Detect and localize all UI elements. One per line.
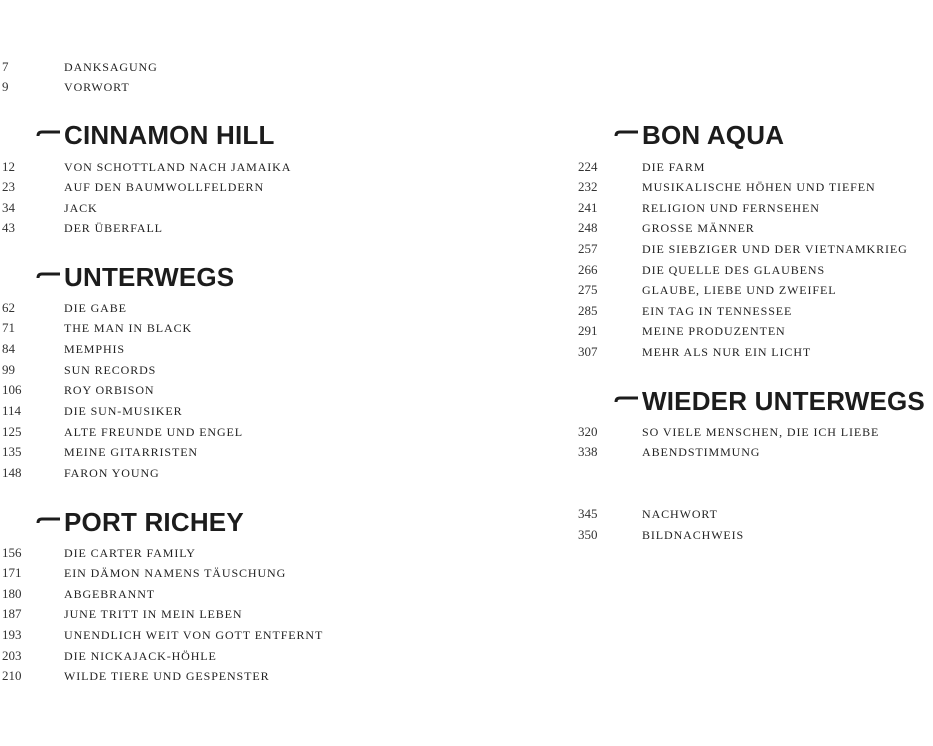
- toc-entry: [578, 239, 933, 259]
- entry-title: DIE NICKAJACK-HÖHLE: [64, 649, 217, 663]
- page-number: 171: [2, 565, 22, 580]
- toc-entry: [0, 463, 470, 483]
- entry-title: NACHWORT: [642, 507, 718, 521]
- page-number: 291: [578, 323, 598, 338]
- entry-title: EIN DÄMON NAMENS TÄUSCHUNG: [64, 566, 287, 580]
- page-number: 248: [578, 220, 598, 235]
- page-number: 307: [578, 344, 598, 359]
- entry-title: DIE CARTER FAMILY: [64, 546, 196, 560]
- page-number: 275: [578, 282, 598, 297]
- entry-title: MEINE PRODUZENTEN: [642, 324, 786, 338]
- toc-entry: [578, 157, 933, 177]
- toc-entry: [0, 401, 470, 421]
- toc-entry: [0, 157, 470, 177]
- toc-entry: [0, 543, 470, 563]
- page-number: 135: [2, 444, 22, 459]
- entry-title: AUF DEN BAUMWOLLFELDERN: [64, 180, 265, 194]
- entry-title: ABENDSTIMMUNG: [642, 445, 761, 459]
- entry-title: VORWORT: [64, 80, 130, 94]
- toc-entry: [0, 198, 470, 218]
- page-number: 232: [578, 179, 598, 194]
- page-number: 257: [578, 241, 598, 256]
- toc-entry: [578, 321, 933, 341]
- hook-arrow-icon: [614, 384, 640, 418]
- page-number: 350: [578, 527, 598, 542]
- entry-title: SUN RECORDS: [64, 363, 157, 377]
- toc-entry: [0, 360, 470, 380]
- toc-entry: [0, 339, 470, 359]
- page-number: 12: [2, 159, 15, 174]
- toc-entry: [0, 380, 470, 400]
- page-number: 148: [2, 465, 22, 480]
- entry-title: DIE SUN-MUSIKER: [64, 404, 183, 418]
- entry-title: MEHR ALS NUR EIN LICHT: [642, 345, 812, 359]
- entry-title: SO VIELE MENSCHEN, DIE ICH LIEBE: [642, 425, 880, 439]
- page-number: 180: [2, 586, 22, 601]
- hook-arrow-icon: [36, 118, 62, 152]
- toc-entry: [0, 298, 470, 318]
- section-title: UNTERWEGS: [64, 262, 235, 292]
- section-heading: [0, 505, 470, 539]
- page-number: 106: [2, 382, 22, 397]
- toc-entry: [0, 604, 470, 624]
- page-number: 338: [578, 444, 598, 459]
- page-number: 7: [2, 59, 9, 74]
- toc-entry: [0, 77, 470, 97]
- entry-title: BILDNACHWEIS: [642, 528, 745, 542]
- toc-entry: [578, 342, 933, 362]
- page-number: 114: [2, 403, 22, 418]
- toc-entry: [578, 422, 933, 442]
- hook-arrow-icon: [36, 505, 62, 539]
- entry-title: JACK: [64, 201, 98, 215]
- toc-entry: [578, 260, 933, 280]
- page-number: 34: [2, 200, 15, 215]
- page-number: 241: [578, 200, 598, 215]
- entry-title: THE MAN IN BLACK: [64, 321, 193, 335]
- page-number: 193: [2, 627, 22, 642]
- section-heading: [578, 118, 933, 152]
- toc-entry: [0, 584, 470, 604]
- section-title: PORT RICHEY: [64, 507, 244, 537]
- entry-title: ALTE FREUNDE UND ENGEL: [64, 425, 244, 439]
- toc-entry: [0, 218, 470, 238]
- toc-entry: [0, 442, 470, 462]
- page-number: 23: [2, 179, 15, 194]
- entry-title: JUNE TRITT IN MEIN LEBEN: [64, 607, 243, 621]
- page-number: 210: [2, 668, 22, 683]
- entry-title: DANKSAGUNG: [64, 60, 158, 74]
- page-number: 345: [578, 506, 598, 521]
- page-number: 156: [2, 545, 22, 560]
- toc-entry: [578, 280, 933, 300]
- toc-entry: [578, 218, 933, 238]
- page-number: 99: [2, 362, 15, 377]
- toc-entry: [578, 177, 933, 197]
- page-number: 84: [2, 341, 15, 356]
- toc-entry: [0, 318, 470, 338]
- entry-title: DIE SIEBZIGER UND DER VIETNAMKRIEG: [642, 242, 908, 256]
- section-heading: [0, 118, 470, 152]
- entry-title: WILDE TIERE UND GESPENSTER: [64, 669, 270, 683]
- section-title: CINNAMON HILL: [64, 120, 275, 150]
- page-number: 62: [2, 300, 15, 315]
- entry-title: ROY ORBISON: [64, 383, 155, 397]
- page-number: 320: [578, 424, 598, 439]
- entry-title: MEMPHIS: [64, 342, 125, 356]
- toc-entry: [578, 442, 933, 462]
- section-heading: [578, 384, 933, 418]
- entry-title: GROSSE MÄNNER: [642, 221, 755, 235]
- entry-title: DER ÜBERFALL: [64, 221, 163, 235]
- toc-entry: [0, 646, 470, 666]
- toc-entry: [578, 198, 933, 218]
- toc-entry: [578, 301, 933, 321]
- page-number: 224: [578, 159, 598, 174]
- page-number: 43: [2, 220, 15, 235]
- toc-entry: [0, 177, 470, 197]
- entry-title: DIE QUELLE DES GLAUBENS: [642, 263, 826, 277]
- toc-entry: [0, 666, 470, 686]
- hook-arrow-icon: [614, 118, 640, 152]
- page-number: 125: [2, 424, 22, 439]
- entry-title: MUSIKALISCHE HÖHEN UND TIEFEN: [642, 180, 876, 194]
- entry-title: FARON YOUNG: [64, 466, 160, 480]
- section-heading: [0, 260, 470, 294]
- page-number: 187: [2, 606, 22, 621]
- toc-entry: [0, 57, 470, 77]
- entry-title: DIE FARM: [642, 160, 706, 174]
- toc-entry: [578, 525, 933, 545]
- entry-title: UNENDLICH WEIT VON GOTT ENTFERNT: [64, 628, 324, 642]
- toc-entry: [578, 504, 933, 524]
- toc-entry: [0, 563, 470, 583]
- page-number: 9: [2, 79, 9, 94]
- toc-entry: [0, 625, 470, 645]
- entry-title: MEINE GITARRISTEN: [64, 445, 198, 459]
- page-number: 285: [578, 303, 598, 318]
- entry-title: GLAUBE, LIEBE UND ZWEIFEL: [642, 283, 837, 297]
- entry-title: DIE GABE: [64, 301, 127, 315]
- entry-title: EIN TAG IN TENNESSEE: [642, 304, 793, 318]
- entry-title: RELIGION UND FERNSEHEN: [642, 201, 820, 215]
- entry-title: ABGEBRANNT: [64, 587, 156, 601]
- toc-entry: [0, 422, 470, 442]
- page-number: 71: [2, 320, 15, 335]
- section-title: WIEDER UNTERWEGS: [642, 386, 925, 416]
- entry-title: VON SCHOTTLAND NACH JAMAIKA: [64, 160, 292, 174]
- page-number: 203: [2, 648, 22, 663]
- section-title: BON AQUA: [642, 120, 785, 150]
- page-number: 266: [578, 262, 598, 277]
- hook-arrow-icon: [36, 260, 62, 294]
